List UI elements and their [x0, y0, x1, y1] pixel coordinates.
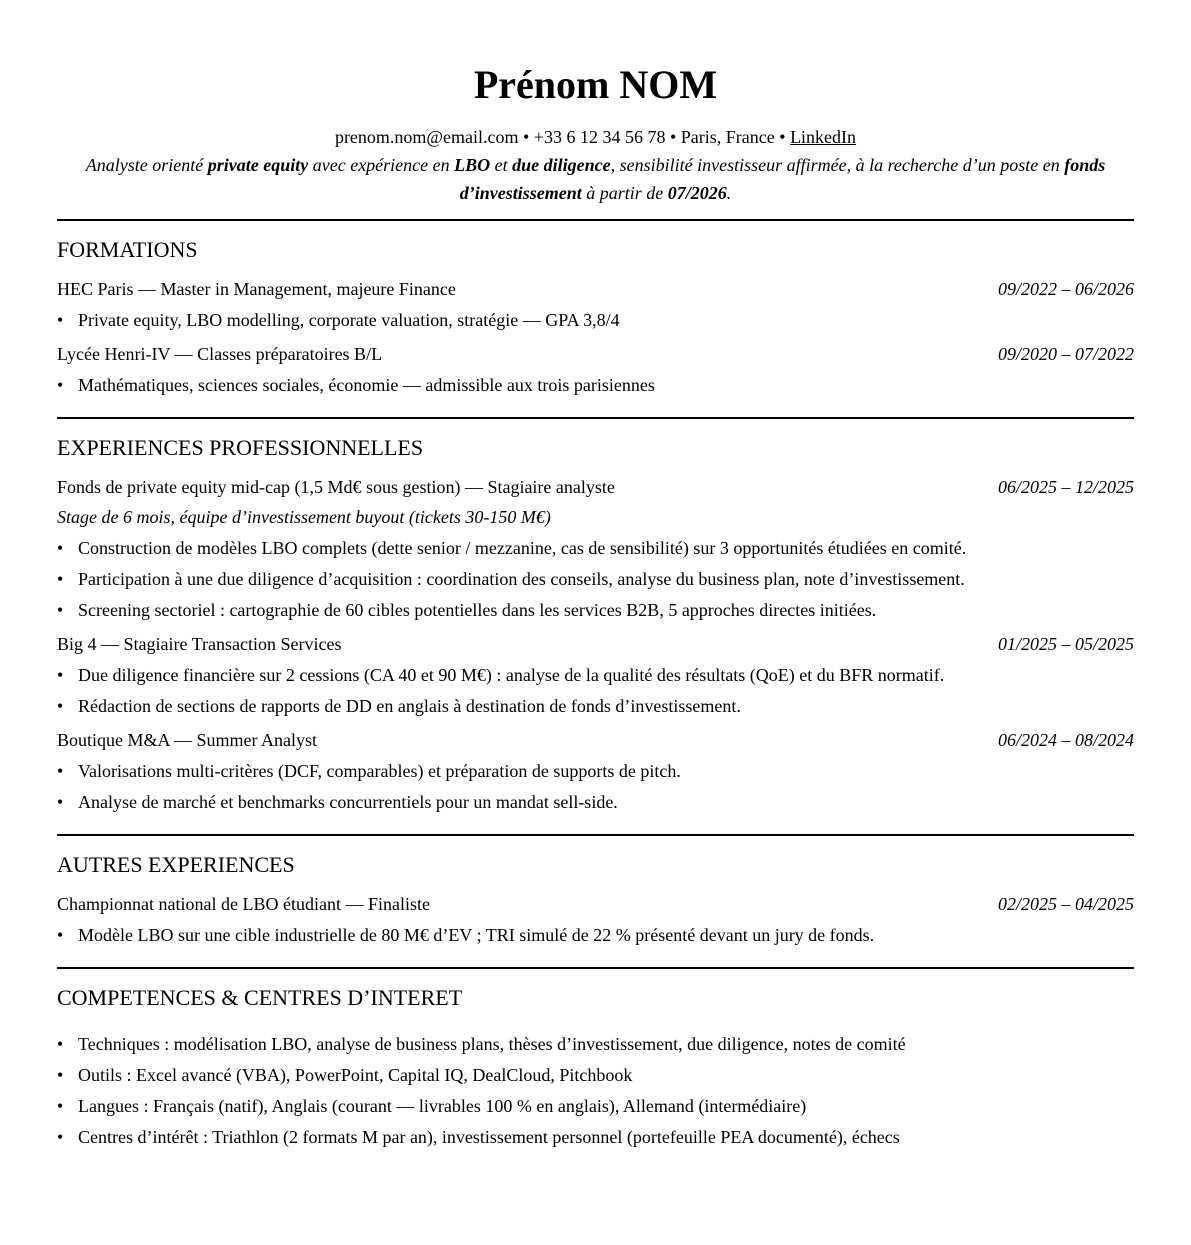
bullet-icon: •	[57, 761, 64, 781]
bullet-list	[57, 759, 1134, 814]
bullet-text: Modèle LBO sur une cible industrielle de 80 M€ d’EV ; TRI simulé de 22 % présenté devant un jury de fonds.	[78, 925, 875, 945]
entry-header	[57, 342, 1134, 366]
section-title-experiences: EXPERIENCES PROFESSIONNELLES	[57, 435, 424, 460]
bullet-icon: •	[57, 538, 64, 558]
summary-text: à partir de	[581, 183, 668, 203]
bullet-text: Rédaction de sections de rapports de DD en anglais à destination de fonds d’investissement.	[78, 696, 741, 716]
formation-entry	[57, 342, 1134, 397]
formation-entry	[57, 277, 1134, 332]
list-item	[57, 694, 1134, 718]
list-item	[57, 567, 1134, 591]
entry-dates: 09/2020 – 07/2022	[997, 344, 1134, 364]
bullet-text: Techniques : modélisation LBO, analyse de business plans, thèses d’investissement, due diligence, notes de comité	[78, 1034, 906, 1054]
bullet-list	[57, 373, 1134, 397]
entry-heading: Lycée Henri-IV — Classes préparatoires B/L	[57, 344, 383, 364]
summary-emphasis: fonds d’investissement	[459, 155, 1106, 203]
separator: •	[518, 127, 534, 147]
experience-entry	[57, 632, 1134, 718]
bullet-icon: •	[57, 1127, 64, 1147]
bullet-icon: •	[57, 792, 64, 812]
bullet-icon: •	[57, 310, 64, 330]
summary-text: et	[490, 155, 513, 175]
bullet-icon: •	[57, 600, 64, 620]
bullet-icon: •	[57, 1065, 64, 1085]
summary-text: .	[726, 183, 732, 203]
bullet-text: Screening sectoriel : cartographie de 60 cibles potentielles dans les services B2B, 5 approches directes initiées.	[78, 600, 877, 620]
summary-text: Analyste orienté	[85, 155, 208, 175]
separator: •	[774, 127, 791, 147]
summary-emphasis: LBO	[454, 155, 491, 175]
bullet-text: Construction de modèles LBO complets (dette senior / mezzanine, cas de sensibilité) sur 3 opportunités étudiées en comité.	[78, 538, 967, 558]
phone: +33 6 12 34 56 78	[533, 127, 666, 147]
entry-dates: 06/2025 – 12/2025	[997, 477, 1134, 497]
candidate-name: Prénom NOM	[473, 62, 718, 107]
summary-text: , sensibilité investisseur affirmée, à la recherche d’un poste en	[610, 155, 1065, 175]
section-title-formations: FORMATIONS	[57, 237, 198, 262]
bullet-text: Participation à une due diligence d’acquisition : coordination des conseils, analyse du business plan, note d’investissement.	[78, 569, 965, 589]
entry-dates: 01/2025 – 05/2025	[997, 634, 1134, 654]
entry-dates: 02/2025 – 04/2025	[997, 894, 1134, 914]
other-experience-entry	[57, 892, 1134, 947]
entry-header	[57, 277, 1134, 301]
list-item	[57, 790, 1134, 814]
bullet-text: Due diligence financière sur 2 cessions (CA 40 et 90 M€) : analyse de la qualité des résultats (QoE) et du BFR normatif.	[78, 665, 945, 685]
entry-header	[57, 475, 1134, 499]
list-item	[57, 308, 1134, 332]
bullet-text: Analyse de marché et benchmarks concurrentiels pour un mandat sell-side.	[78, 792, 618, 812]
summary-emphasis: private equity	[207, 155, 309, 175]
bullet-icon: •	[57, 925, 64, 945]
entry-heading: Fonds de private equity mid-cap (1,5 Md€ sous gestion) — Stagiaire analyste	[57, 477, 615, 497]
bullet-list	[57, 536, 1134, 622]
entry-header	[57, 728, 1134, 752]
entry-dates: 06/2024 – 08/2024	[997, 730, 1134, 750]
entry-heading: Championnat national de LBO étudiant — Finaliste	[57, 894, 430, 914]
entry-heading: Boutique M&A — Summer Analyst	[57, 730, 318, 750]
list-item	[57, 536, 1134, 560]
entry-header	[57, 892, 1134, 916]
bullet-list	[57, 923, 1134, 947]
bullet-list	[57, 663, 1134, 718]
experience-entry	[57, 728, 1134, 814]
list-item	[57, 373, 1134, 397]
contact-line	[57, 126, 1134, 148]
experience-entry	[57, 475, 1134, 622]
skills-list	[57, 1032, 1134, 1149]
list-item	[57, 598, 1134, 622]
list-item	[57, 923, 1134, 947]
separator: •	[665, 127, 681, 147]
bullet-icon: •	[57, 665, 64, 685]
list-item	[57, 759, 1134, 783]
location: Paris, France	[680, 127, 775, 147]
summary-emphasis: 07/2026	[667, 183, 727, 203]
list-item	[57, 1032, 1134, 1056]
bullet-text: Langues : Français (natif), Anglais (courant — livrables 100 % en anglais), Allemand (intermédiaire)	[78, 1096, 807, 1116]
list-item	[57, 1125, 1134, 1149]
entry-heading: HEC Paris — Master in Management, majeure Finance	[57, 279, 456, 299]
entry-heading: Big 4 — Stagiaire Transaction Services	[57, 634, 342, 654]
bullet-icon: •	[57, 696, 64, 716]
bullet-text: Valorisations multi-critères (DCF, comparables) et préparation de supports de pitch.	[78, 761, 681, 781]
entry-subtitle: Stage de 6 mois, équipe d’investissement buyout (tickets 30-150 M€)	[57, 507, 551, 527]
linkedin-link[interactable]: LinkedIn	[790, 127, 857, 147]
section-title-competences: COMPETENCES & CENTRES D’INTERET	[57, 985, 463, 1010]
bullet-text: Centres d’intérêt : Triathlon (2 formats M par an), investissement personnel (portefeuille PEA documenté), échecs	[78, 1127, 900, 1147]
bullet-icon: •	[57, 569, 64, 589]
bullet-list	[57, 308, 1134, 332]
bullet-text: Mathématiques, sciences sociales, économie — admissible aux trois parisiennes	[78, 375, 655, 395]
list-item	[57, 1094, 1134, 1118]
list-item	[57, 1063, 1134, 1087]
summary-text: avec expérience en	[308, 155, 455, 175]
bullet-icon: •	[57, 375, 64, 395]
bullet-text: Outils : Excel avancé (VBA), PowerPoint, Capital IQ, DealCloud, Pitchbook	[78, 1065, 633, 1085]
entry-dates: 09/2022 – 06/2026	[997, 279, 1134, 299]
bullet-icon: •	[57, 1096, 64, 1116]
email: prenom.nom@email.com	[334, 127, 519, 147]
list-item	[57, 663, 1134, 687]
resume-page	[57, 0, 1134, 1149]
entry-header	[57, 632, 1134, 656]
bullet-text: Private equity, LBO modelling, corporate valuation, stratégie — GPA 3,8/4	[78, 310, 620, 330]
section-title-autres: AUTRES EXPERIENCES	[57, 852, 295, 877]
summary-emphasis: due diligence	[512, 155, 611, 175]
profile-summary	[57, 151, 1134, 207]
bullet-icon: •	[57, 1034, 64, 1054]
